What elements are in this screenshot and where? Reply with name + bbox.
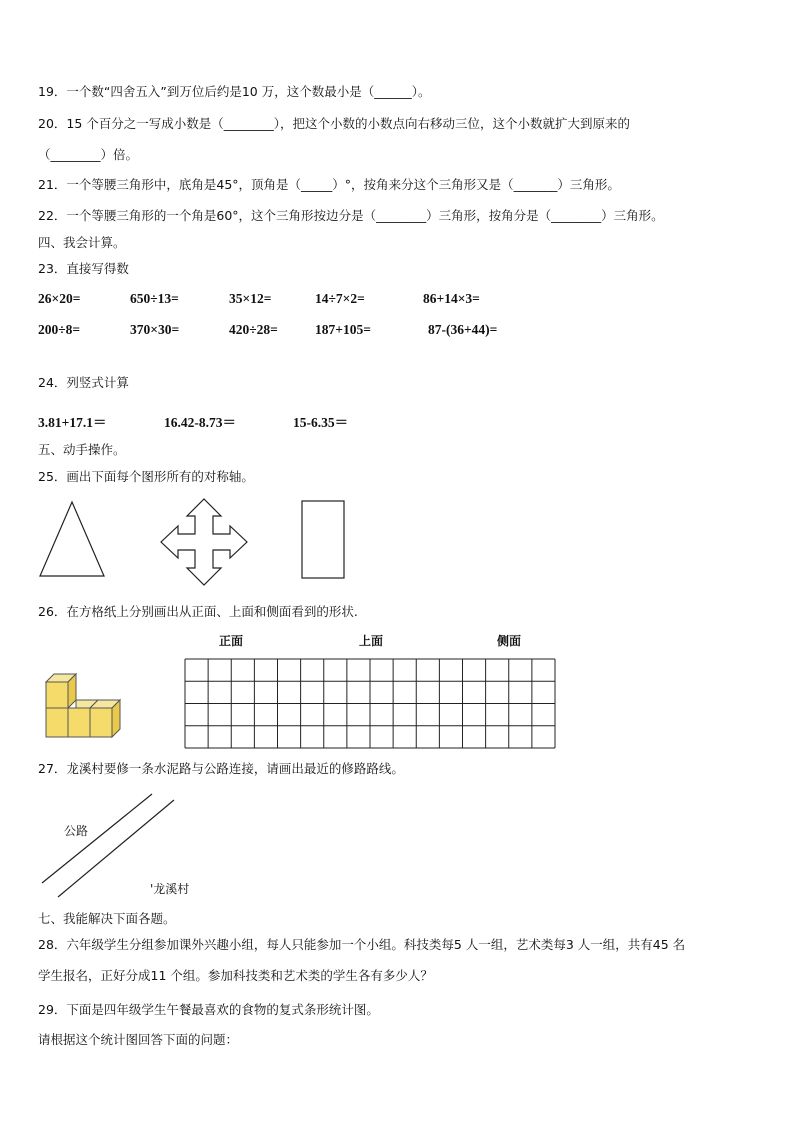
village-label: '龙溪村 — [150, 882, 190, 896]
question-28-line-1: 28．六年级学生分组参加课外兴趣小组，每人只能参加一个小组。科技类每5 人一组，艺术类每3 人一组，共有45 名 — [38, 937, 686, 952]
rectangle-shape — [301, 500, 347, 580]
question-24-title: 24．列竖式计算 — [38, 375, 129, 390]
label-front-view: 正面 — [219, 634, 244, 648]
grid-paper — [184, 658, 557, 750]
calc-item: 26×20= — [38, 291, 81, 306]
calc-item: 35×12= — [229, 291, 272, 306]
road-line — [42, 794, 152, 883]
label-top-view: 上面 — [359, 634, 384, 648]
section-7-heading: 七、我能解决下面各题。 — [38, 911, 176, 926]
calc-item: 420÷28= — [229, 322, 278, 337]
vertical-calc-item: 3.81+17.1＝ — [38, 415, 107, 430]
question-25-title: 25．画出下面每个图形所有的对称轴。 — [38, 469, 254, 484]
question-20-line-2: （________）倍。 — [38, 147, 139, 162]
question-21: 21．一个等腰三角形中，底角是45°，顶角是（_____）°，按角来分这个三角形又是（_______）三角形。 — [38, 177, 620, 192]
vertical-calc-item: 16.42-8.73＝ — [164, 415, 236, 430]
calc-item: 87-(36+44)= — [428, 322, 498, 337]
four-arrow-shape — [158, 496, 250, 590]
section-5-heading: 五、动手操作。 — [38, 442, 126, 457]
question-19: 19．一个数“四舍五入”到万位后约是10 万，这个数最小是（______）。 — [38, 84, 431, 99]
question-29-title: 29．下面是四年级学生午餐最喜欢的食物的复式条形统计图。 — [38, 1002, 379, 1017]
vertical-calc-item: 15-6.35＝ — [293, 415, 349, 430]
calc-item: 86+14×3= — [423, 291, 480, 306]
calc-item: 14÷7×2= — [315, 291, 365, 306]
question-20-line-1: 20．15 个百分之一写成小数是（________），把这个小数的小数点向右移动三位，这个小数就扩大到原来的 — [38, 116, 631, 131]
calc-item: 650÷13= — [130, 291, 179, 306]
question-22: 22．一个等腰三角形的一个角是60°，这个三角形按边分是（________）三角形，按角分是（________）三角形。 — [38, 208, 664, 223]
question-27-title: 27．龙溪村要修一条水泥路与公路连接，请画出最近的修路路线。 — [38, 761, 404, 776]
section-4-heading: 四、我会计算。 — [38, 235, 126, 250]
question-23-title: 23．直接写得数 — [38, 261, 129, 276]
calc-item: 370×30= — [130, 322, 180, 337]
label-side-view: 侧面 — [497, 634, 522, 648]
road-label: 公路 — [64, 824, 89, 838]
calc-item: 200÷8= — [38, 322, 81, 337]
cube-stack-figure — [40, 672, 136, 744]
question-26-title: 26．在方格纸上分别画出从正面、上面和侧面看到的形状. — [38, 604, 358, 619]
triangle-shape — [36, 498, 108, 580]
calc-item: 187+105= — [315, 322, 371, 337]
question-29-prompt: 请根据这个统计图回答下面的问题： — [38, 1032, 239, 1047]
question-28-line-2: 学生报名，正好分成11 个组。参加科技类和艺术类的学生各有多少人？ — [38, 968, 433, 983]
